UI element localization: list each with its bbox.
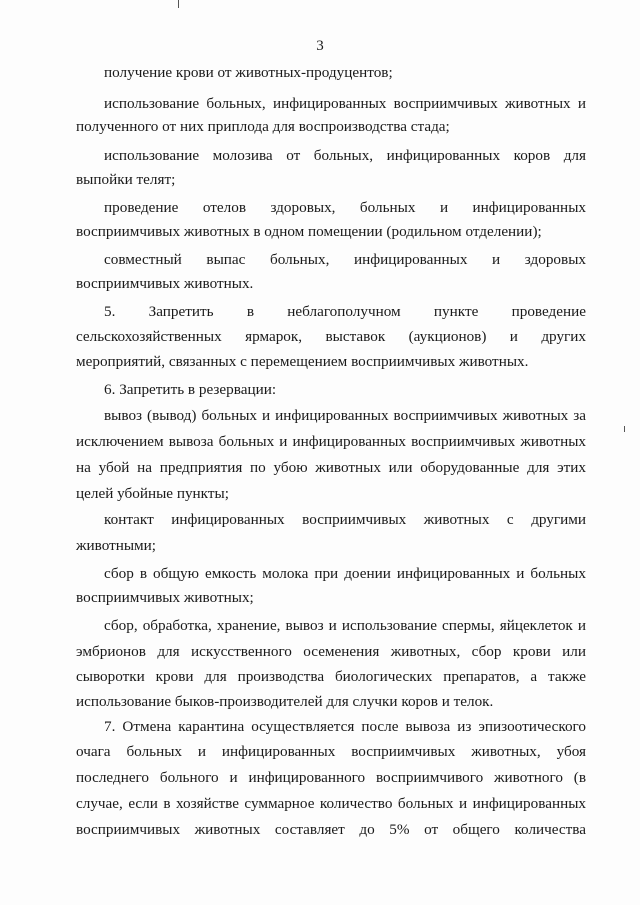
text-line: использование быков-производителей для случки коров и телок. [76, 693, 494, 710]
text-line: сбор в общую емкость молока при доении инфицированных и больных [104, 565, 586, 582]
page-number: 3 [316, 38, 324, 54]
text-line: совместный выпас больных, инфицированных и здоровых [104, 251, 586, 268]
text-line: сыворотки крови для производства биологических препаратов, а также [76, 668, 586, 685]
text-line: восприимчивых животных. [76, 275, 254, 292]
text-line: сбор, обработка, хранение, вывоз и использование спермы, яйцеклеток и [104, 617, 586, 634]
text-line: животными; [76, 537, 157, 554]
text-line: мероприятий, связанных с перемещением восприимчивых животных. [76, 353, 529, 370]
text-line: использование молозива от больных, инфицированных коров для [104, 147, 586, 164]
text-line: восприимчивых животных; [76, 589, 254, 606]
text-line: случае, если в хозяйстве суммарное количество больных и инфицированных [76, 795, 586, 812]
text-line: проведение отелов здоровых, больных и инфицированных [104, 199, 586, 216]
scan-mark [178, 0, 179, 8]
text-line: 5. Запретить в неблагополучном пункте проведение [104, 303, 586, 320]
text-line: очага больных и инфицированных восприимчивых животных, убоя [76, 743, 586, 760]
text-line: полученного от них приплода для воспроизводства стада; [76, 118, 450, 135]
text-line: сельскохозяйственных ярмарок, выставок (аукционов) и других [76, 328, 586, 345]
text-line: исключением вывоза больных и инфицированных восприимчивых животных [76, 433, 586, 450]
text-line: получение крови от животных-продуцентов; [104, 64, 393, 81]
text-line: использование больных, инфицированных восприимчивых животных и [104, 95, 586, 112]
text-line: восприимчивых животных в одном помещении (родильном отделении); [76, 223, 542, 240]
text-line: вывоз (вывод) больных и инфицированных восприимчивых животных за [104, 407, 586, 424]
text-line: восприимчивых животных составляет до 5% от общего количества [76, 821, 586, 838]
text-line: на убой на предприятия по убою животных или оборудованные для этих [76, 459, 586, 476]
text-line: 6. Запретить в резервации: [104, 381, 277, 398]
text-line: 7. Отмена карантина осуществляется после вывоза из эпизоотического [104, 718, 586, 735]
text-line: последнего больного и инфицированного восприимчивого животного (в [76, 769, 586, 786]
scan-mark [624, 426, 625, 432]
text-line: контакт инфицированных восприимчивых животных с другими [104, 511, 586, 528]
text-line: целей убойные пункты; [76, 485, 229, 502]
text-line: выпойки телят; [76, 171, 176, 188]
text-line: эмбрионов для искусственного осеменения животных, сбор крови или [76, 643, 586, 660]
